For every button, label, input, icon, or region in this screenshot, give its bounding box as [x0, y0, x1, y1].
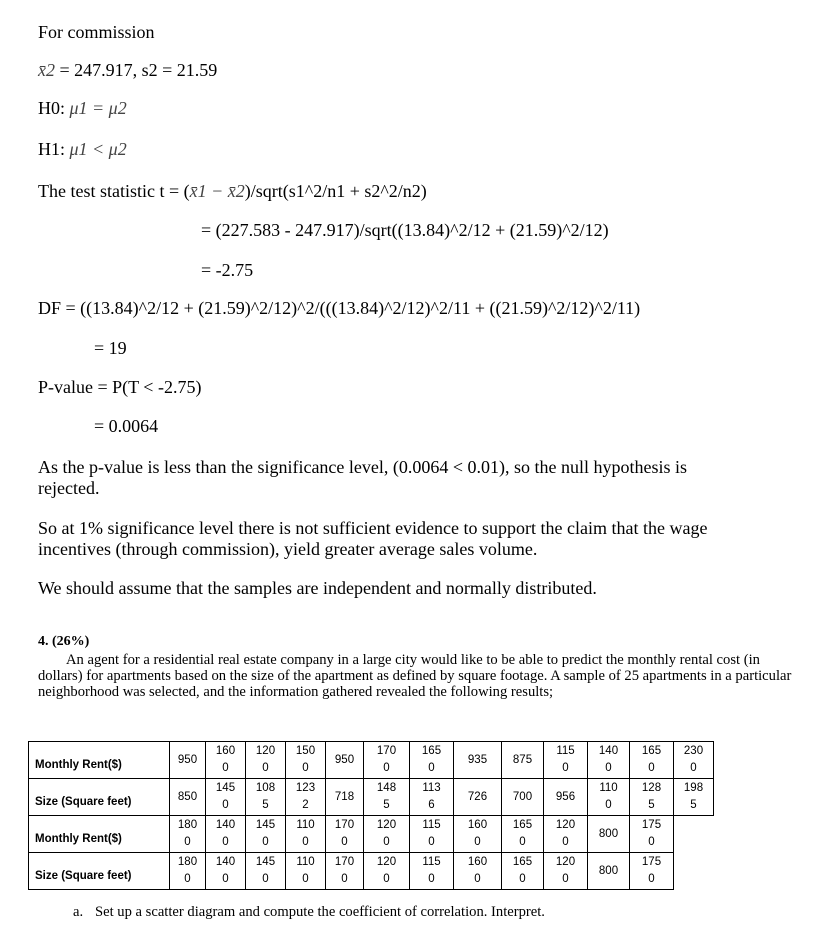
table-cell: 700 — [502, 779, 544, 816]
question-title: 4. (26%) — [38, 634, 90, 649]
t-substitution: = (227.583 - 247.917)/sqrt((13.84)^2/12 + (21.59)^2/12) — [201, 220, 609, 240]
table-cell: 935 — [454, 742, 502, 779]
row-label: Size (Square feet) — [29, 779, 170, 816]
table-cell: 120 0 — [246, 742, 286, 779]
sample2-stats-text: = 247.917, s2 = 21.59 — [55, 60, 218, 80]
conclusion-paragraph: As the p-value is less than the significance level, (0.0064 < 0.01), so the null hypothesis is rejected. — [38, 457, 688, 498]
table-cell: 120 0 — [364, 853, 410, 890]
sample2-stats — [38, 59, 217, 81]
null-hypothesis — [38, 97, 127, 119]
df-formula: DF = ((13.84)^2/12 + (21.59)^2/12)^2/(((13.84)^2/12)^2/11 + ((21.59)^2/12)^2/11) — [38, 298, 641, 318]
part-a-text: Set up a scatter diagram and compute the coefficient of correlation. Interpret. — [95, 904, 545, 920]
h0-label: H0: — [38, 98, 70, 118]
question-body: An agent for a residential real estate company in a large city would like to be able to predict the monthly rental cost (in dollars) for apartments based on the size of the apartment as defined by square footage. A sample of 25 apartments in a particular neighborhood was selected, and the information gathered revealed the following results; — [38, 652, 792, 700]
table-cell: 150 0 — [286, 742, 326, 779]
table-cell: 120 0 — [364, 816, 410, 853]
table-cell: 120 0 — [544, 853, 588, 890]
test-stat-math: x̄1 − x̄2 — [189, 181, 245, 201]
table-cell: 145 0 — [246, 853, 286, 890]
table-cell: 140 0 — [206, 853, 246, 890]
table-cell: 148 5 — [364, 779, 410, 816]
table-cell: 175 0 — [630, 853, 674, 890]
table-cell: 170 0 — [364, 742, 410, 779]
table-cell: 140 0 — [588, 742, 630, 779]
table-cell: 175 0 — [630, 816, 674, 853]
test-statistic-formula — [38, 180, 427, 202]
table-cell: 950 — [170, 742, 206, 779]
table-cell: 800 — [588, 853, 630, 890]
t-value: = -2.75 — [201, 260, 254, 280]
alternative-hypothesis — [38, 138, 127, 160]
table-cell: 170 0 — [326, 816, 364, 853]
table-cell: 160 0 — [454, 816, 502, 853]
table-cell: 956 — [544, 779, 588, 816]
table-cell: 165 0 — [502, 853, 544, 890]
table-cell: 145 0 — [246, 816, 286, 853]
table-cell: 230 0 — [674, 742, 714, 779]
table-cell: 165 0 — [502, 816, 544, 853]
table-cell: 165 0 — [630, 742, 674, 779]
table-cell: 115 0 — [410, 853, 454, 890]
table-cell: 123 2 — [286, 779, 326, 816]
table-cell: 115 0 — [410, 816, 454, 853]
xbar2-symbol: x̄2 — [38, 60, 55, 80]
part-a-instruction — [73, 904, 545, 921]
table-cell: 170 0 — [326, 853, 364, 890]
table-cell: 726 — [454, 779, 502, 816]
empty-cell — [674, 853, 714, 890]
table-cell: 800 — [588, 816, 630, 853]
conclusion-claim-paragraph: So at 1% significance level there is not sufficient evidence to support the claim that the wage incentives (through commission), yield greater average sales volume. — [38, 518, 708, 559]
table-cell: 110 0 — [286, 816, 326, 853]
table-cell: 113 6 — [410, 779, 454, 816]
test-stat-prefix: The test statistic t = ( — [38, 181, 190, 201]
pvalue-value: = 0.0064 — [94, 416, 159, 436]
table-cell: 108 5 — [246, 779, 286, 816]
table-cell: 850 — [170, 779, 206, 816]
table-cell: 120 0 — [544, 816, 588, 853]
table-cell: 110 0 — [588, 779, 630, 816]
table-cell: 875 — [502, 742, 544, 779]
test-stat-suffix: )/sqrt(s1^2/n1 + s2^2/n2) — [244, 181, 427, 201]
table-cell: 145 0 — [206, 779, 246, 816]
table-cell: 128 5 — [630, 779, 674, 816]
table-cell: 160 0 — [206, 742, 246, 779]
apartment-data-table — [28, 741, 714, 890]
table-cell: 110 0 — [286, 853, 326, 890]
table-cell: 140 0 — [206, 816, 246, 853]
table-row — [29, 853, 714, 890]
table-cell: 115 0 — [544, 742, 588, 779]
table-cell: 718 — [326, 779, 364, 816]
table-cell: 950 — [326, 742, 364, 779]
part-a-marker: a. — [73, 904, 84, 920]
assumption-statement: We should assume that the samples are independent and normally distributed. — [38, 578, 597, 598]
empty-cell — [674, 816, 714, 853]
table-cell: 165 0 — [410, 742, 454, 779]
table-cell: 198 5 — [674, 779, 714, 816]
h0-math: μ1 = μ2 — [69, 98, 127, 118]
table-row — [29, 816, 714, 853]
h1-label: H1: — [38, 139, 70, 159]
pvalue-formula: P-value = P(T < -2.75) — [38, 377, 202, 397]
row-label: Monthly Rent($) — [29, 816, 170, 853]
df-value: = 19 — [94, 338, 127, 358]
row-label: Monthly Rent($) — [29, 742, 170, 779]
h1-math: μ1 < μ2 — [69, 139, 127, 159]
row-label: Size (Square feet) — [29, 853, 170, 890]
commission-heading: For commission — [38, 22, 155, 42]
table-cell: 180 0 — [170, 816, 206, 853]
table-row — [29, 742, 714, 779]
table-cell: 180 0 — [170, 853, 206, 890]
table-row — [29, 779, 714, 816]
table-cell: 160 0 — [454, 853, 502, 890]
